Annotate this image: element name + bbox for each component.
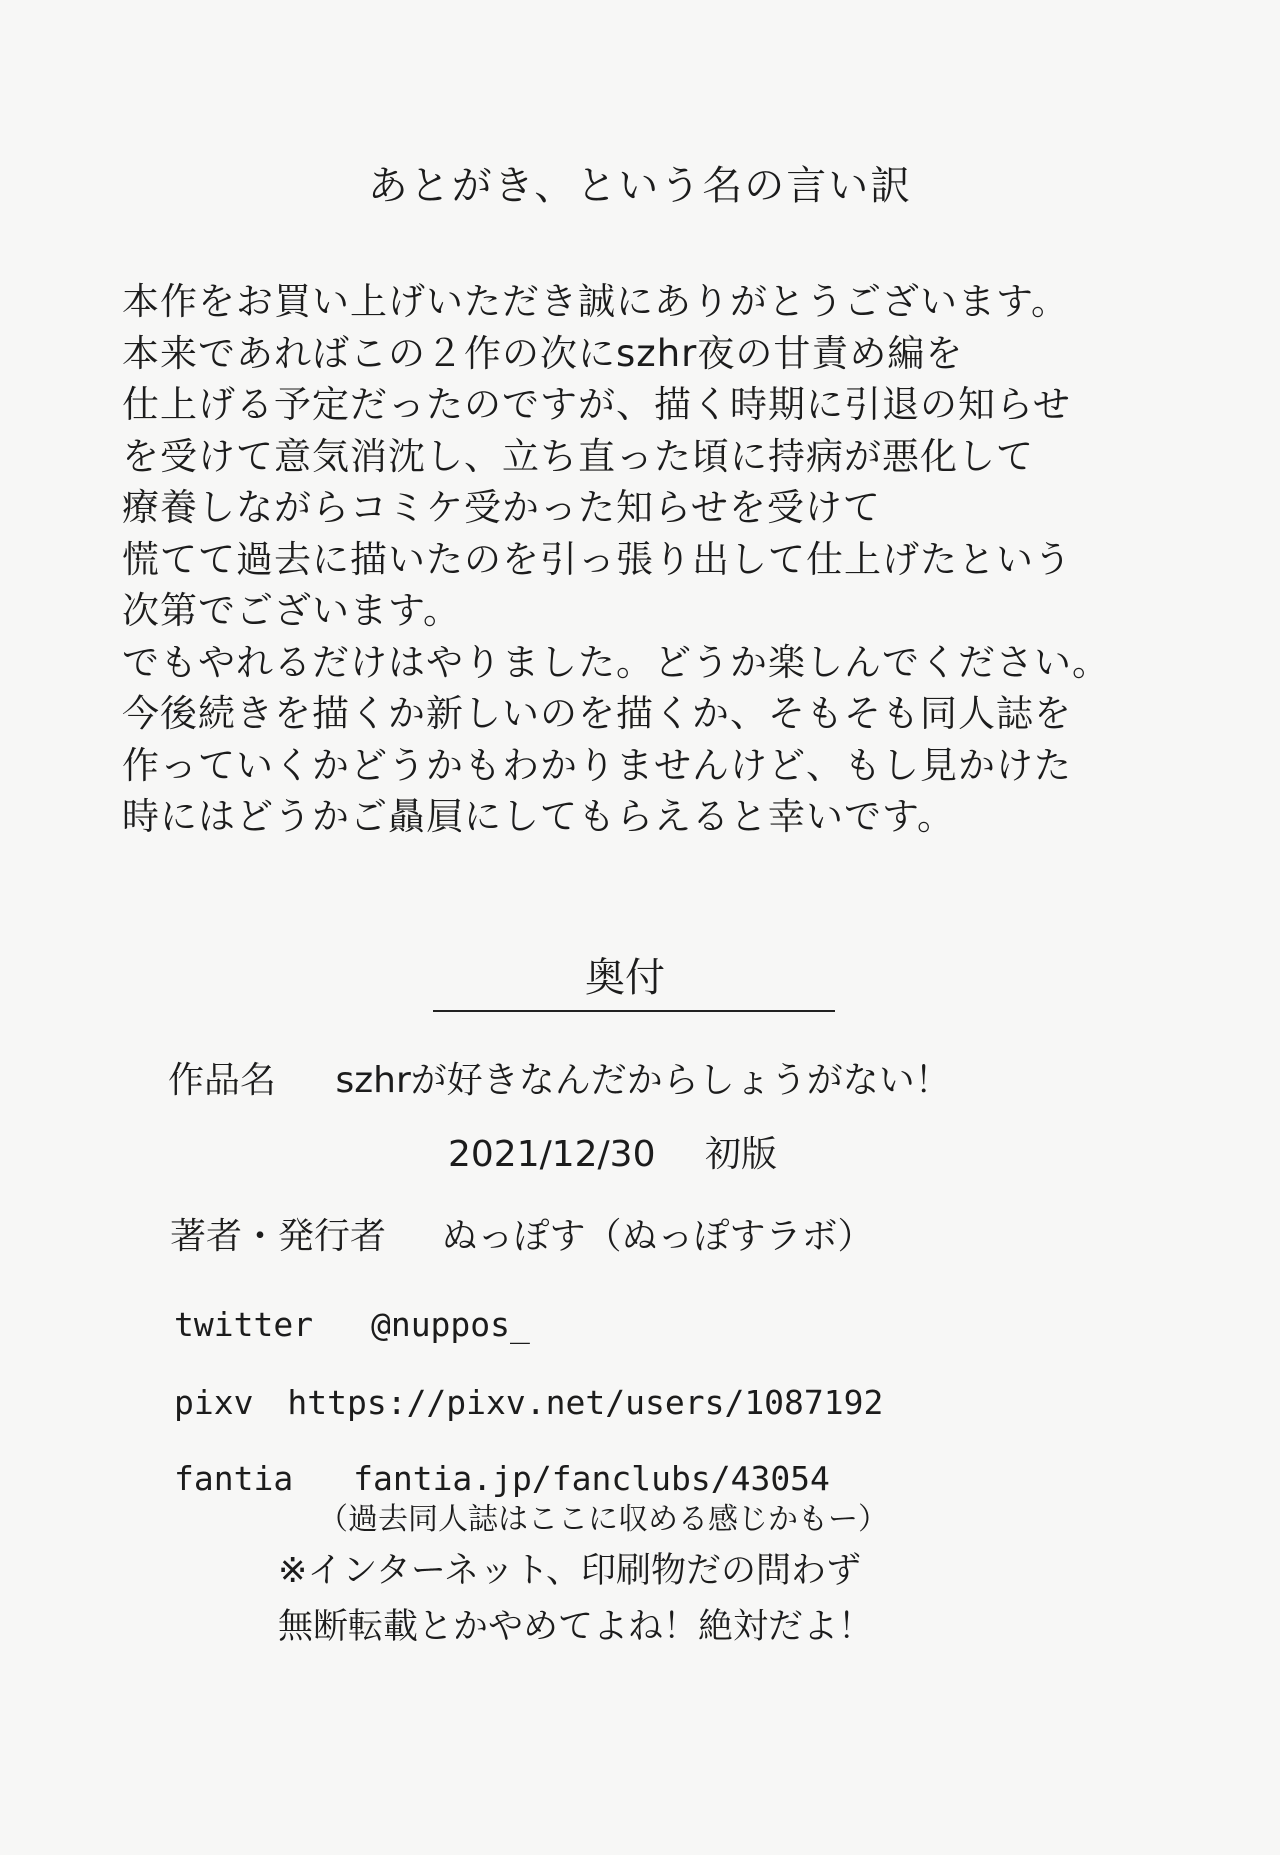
afterword-line: 作っていくかどうかもわかりませんけど、もし見かけた bbox=[122, 743, 1072, 787]
edition: 初版 bbox=[704, 1134, 777, 1175]
fantia-url: fantia.jp/fanclubs/43054 bbox=[353, 1459, 830, 1498]
work-title-label: 作品名 bbox=[168, 1060, 277, 1101]
colophon-heading: 奥付 bbox=[585, 955, 665, 1001]
reprint-warning-line1: ※インターネット、印刷物だの問わず bbox=[278, 1551, 862, 1591]
fantia-note: （過去同人誌はここに収める感じかもー） bbox=[318, 1502, 888, 1537]
afterword-title: あとがき、という名の言い訳 bbox=[367, 163, 913, 209]
afterword-line: 次第でございます。 bbox=[122, 589, 462, 632]
afterword-line: でもやれるだけはやりました。どうか楽しんでください。 bbox=[122, 640, 1110, 684]
twitter-handle: @nuppos_ bbox=[370, 1305, 530, 1344]
pixiv-label: pixv bbox=[174, 1383, 254, 1422]
pixiv-url: https://pixv.net/users/1087192 bbox=[287, 1383, 884, 1422]
publish-date: 2021/12/30 bbox=[448, 1134, 656, 1175]
author-row bbox=[170, 1212, 873, 1262]
fantia-row bbox=[174, 1454, 830, 1504]
work-title: szhrが好きなんだからしょうがない！ bbox=[335, 1060, 951, 1101]
afterword-line: を受けて意気消沈し、立ち直った頃に持病が悪化して bbox=[122, 434, 1034, 478]
afterword-line: 今後続きを描くか新しいのを描くか、そもそも同人誌を bbox=[122, 692, 1072, 735]
publish-date-row bbox=[448, 1130, 777, 1180]
afterword-line: 仕上げる予定だったのですが、描く時期に引退の知らせ bbox=[122, 383, 1071, 426]
twitter-label: twitter bbox=[174, 1305, 314, 1344]
afterword-body bbox=[122, 276, 1182, 843]
author-label: 著者・発行者 bbox=[170, 1216, 387, 1257]
work-title-row bbox=[168, 1056, 951, 1106]
afterword-line: 本来であればこの２作の次にszhr夜の甘責め編を bbox=[122, 331, 964, 375]
afterword-line: 慌てて過去に描いたのを引っ張り出して仕上げたという bbox=[122, 537, 1072, 581]
reprint-warning-line2: 無断転載とかやめてよね！絶対だよ！ bbox=[278, 1607, 874, 1647]
twitter-row bbox=[174, 1300, 530, 1350]
afterword-line: 時にはどうかご贔屓にしてもらえると幸いです。 bbox=[122, 795, 956, 838]
colophon-divider bbox=[433, 1010, 835, 1012]
pixiv-row bbox=[174, 1378, 883, 1428]
author-name: ぬっぽす（ぬっぽすラボ） bbox=[441, 1216, 874, 1257]
afterword-line: 本作をお買い上げいただき誠にありがとうございます。 bbox=[122, 280, 1070, 323]
fantia-label: fantia bbox=[174, 1459, 294, 1498]
afterword-line: 療養しながらコミケ受かった知らせを受けて bbox=[122, 486, 881, 529]
